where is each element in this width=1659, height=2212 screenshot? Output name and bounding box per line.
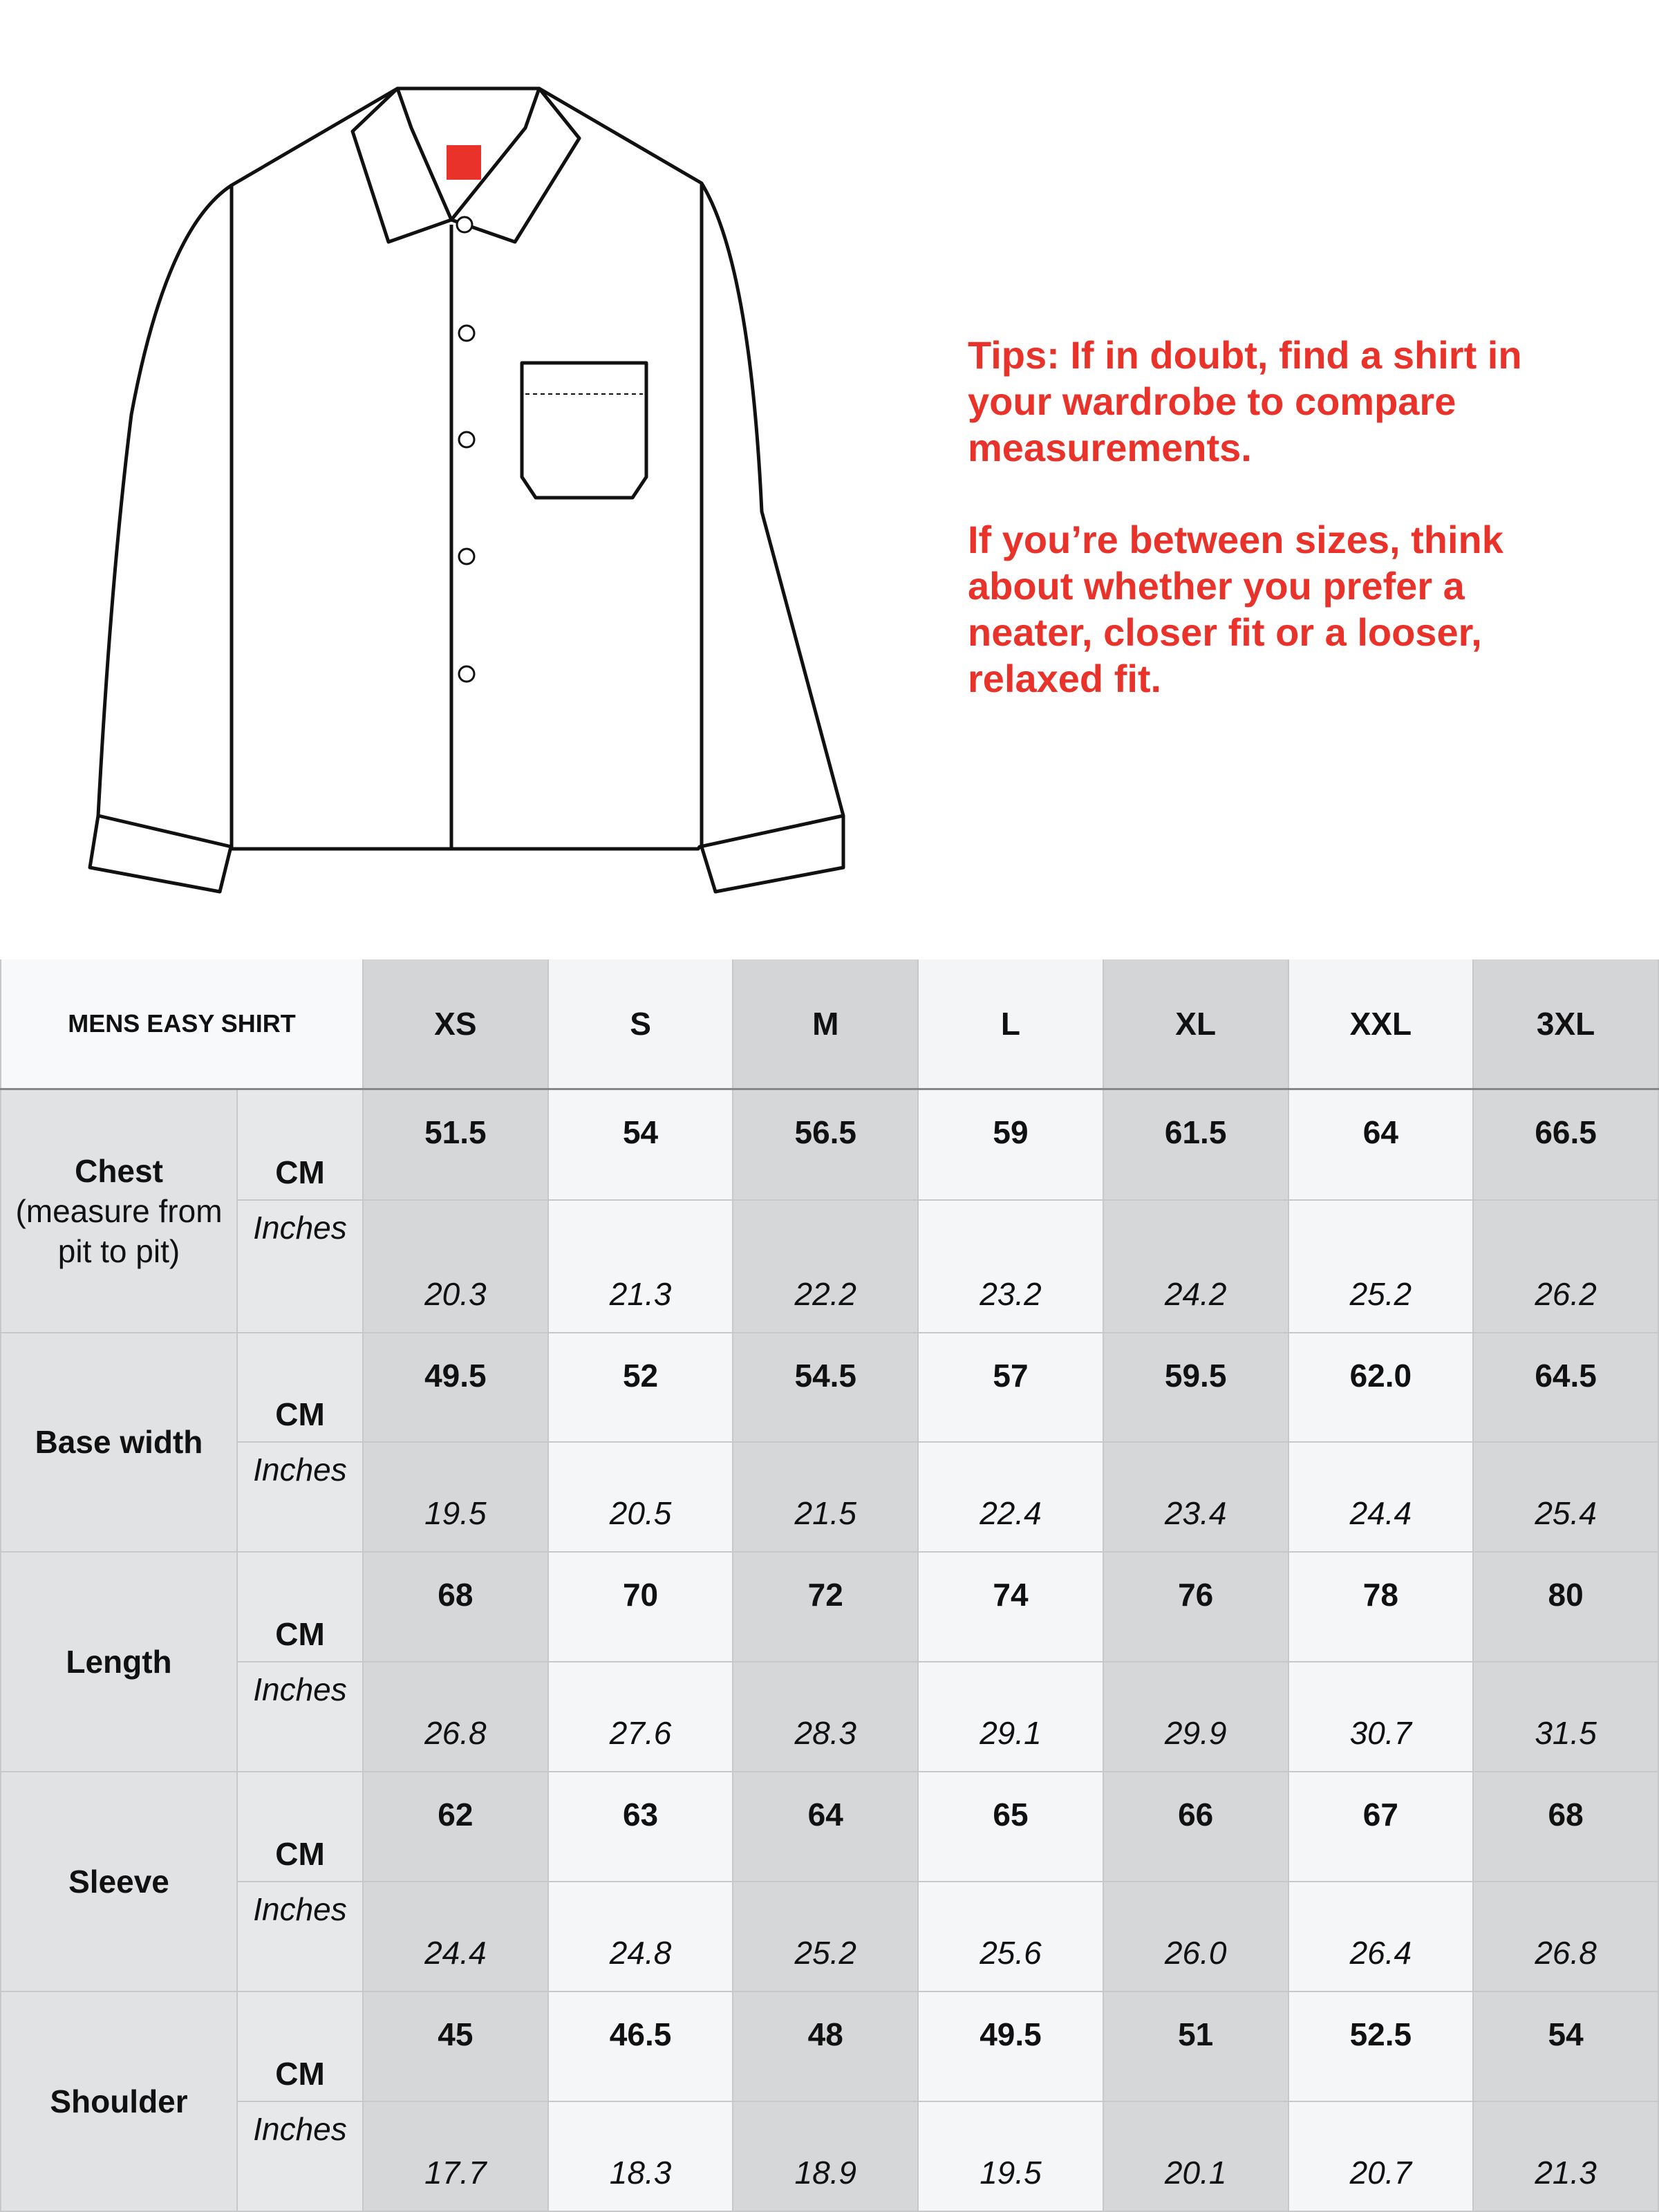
- unit-inches: Inches: [237, 1200, 363, 1332]
- measure-label: [1, 1089, 237, 1333]
- size-chart-table: [0, 959, 1659, 2212]
- measure-label: [1, 1991, 237, 2211]
- table-title: MENS EASY SHIRT: [1, 959, 363, 1089]
- value-cell: 49.5: [363, 1333, 548, 1443]
- value-cell: 23.2: [918, 1200, 1103, 1332]
- value-cell: 67: [1288, 1772, 1474, 1882]
- value-cell: 23.4: [1103, 1442, 1288, 1552]
- value-cell: 21.5: [733, 1442, 918, 1552]
- measure-label: [1, 1333, 237, 1553]
- unit-cm: CM: [237, 1772, 363, 1882]
- value-cell: 20.1: [1103, 2101, 1288, 2211]
- size-header: M: [733, 959, 918, 1089]
- value-cell: 22.4: [918, 1442, 1103, 1552]
- value-cell: 25.4: [1473, 1442, 1658, 1552]
- value-cell: 20.3: [363, 1200, 548, 1332]
- value-cell: 18.9: [733, 2101, 918, 2211]
- header-row: [1, 959, 1658, 1089]
- value-cell: 63: [548, 1772, 733, 1882]
- size-header: S: [548, 959, 733, 1089]
- size-header: XL: [1103, 959, 1288, 1089]
- value-cell: 46.5: [548, 1991, 733, 2101]
- table-row: [1, 1662, 1658, 1772]
- table-row: [1, 2101, 1658, 2211]
- value-cell: 64: [1288, 1089, 1474, 1201]
- tip-2: If you’re between sizes, think about whether you prefer a neater, closer fit or a looser, relaxed fit.: [968, 518, 1503, 700]
- value-cell: 19.5: [918, 2101, 1103, 2211]
- value-cell: 49.5: [918, 1991, 1103, 2101]
- unit-inches: Inches: [237, 2101, 363, 2211]
- value-cell: 25.2: [733, 1882, 918, 1991]
- table-row: [1, 1333, 1658, 1443]
- value-cell: 62.0: [1288, 1333, 1474, 1443]
- value-cell: 19.5: [363, 1442, 548, 1552]
- measure-note: (measure from pit to pit): [15, 1192, 223, 1269]
- unit-cm: CM: [237, 1552, 363, 1662]
- value-cell: 24.8: [548, 1882, 733, 1991]
- value-cell: 54.5: [733, 1333, 918, 1443]
- value-cell: 61.5: [1103, 1089, 1288, 1201]
- value-cell: 62: [363, 1772, 548, 1882]
- size-header: L: [918, 959, 1103, 1089]
- table-row: [1, 1442, 1658, 1552]
- value-cell: 26.8: [363, 1662, 548, 1772]
- value-cell: 25.2: [1288, 1200, 1474, 1332]
- value-cell: 28.3: [733, 1662, 918, 1772]
- value-cell: 20.7: [1288, 2101, 1474, 2211]
- shirt-illustration: [0, 0, 912, 926]
- value-cell: 48: [733, 1991, 918, 2101]
- value-cell: 18.3: [548, 2101, 733, 2211]
- value-cell: 54: [1473, 1991, 1658, 2101]
- value-cell: 29.9: [1103, 1662, 1288, 1772]
- unit-cm: CM: [237, 1991, 363, 2101]
- table-row: [1, 1991, 1658, 2101]
- value-cell: 52: [548, 1333, 733, 1443]
- value-cell: 26.4: [1288, 1882, 1474, 1991]
- unit-cm: CM: [237, 1089, 363, 1201]
- unit-inches: Inches: [237, 1662, 363, 1772]
- value-cell: 22.2: [733, 1200, 918, 1332]
- value-cell: 27.6: [548, 1662, 733, 1772]
- value-cell: 20.5: [548, 1442, 733, 1552]
- value-cell: 78: [1288, 1552, 1474, 1662]
- table-row: [1, 1089, 1658, 1201]
- value-cell: 74: [918, 1552, 1103, 1662]
- value-cell: 24.4: [1288, 1442, 1474, 1552]
- value-cell: 51: [1103, 1991, 1288, 2101]
- value-cell: 68: [1473, 1772, 1658, 1882]
- measure-label: [1, 1772, 237, 1991]
- value-cell: 59.5: [1103, 1333, 1288, 1443]
- unit-inches: Inches: [237, 1882, 363, 1991]
- value-cell: 26.0: [1103, 1882, 1288, 1991]
- measure-name: Base width: [35, 1424, 203, 1461]
- value-cell: 21.3: [548, 1200, 733, 1332]
- tips-text: [968, 332, 1590, 747]
- measure-name: Shoulder: [50, 2083, 188, 2120]
- value-cell: 25.6: [918, 1882, 1103, 1991]
- value-cell: 65: [918, 1772, 1103, 1882]
- value-cell: 66.5: [1473, 1089, 1658, 1201]
- value-cell: 72: [733, 1552, 918, 1662]
- value-cell: 26.2: [1473, 1200, 1658, 1332]
- size-header: XS: [363, 959, 548, 1089]
- label-patch: [447, 145, 481, 180]
- table-row: [1, 1882, 1658, 1991]
- value-cell: 17.7: [363, 2101, 548, 2211]
- value-cell: 52.5: [1288, 1991, 1474, 2101]
- measure-name: Sleeve: [68, 1864, 169, 1900]
- size-header: XXL: [1288, 959, 1474, 1089]
- value-cell: 26.8: [1473, 1882, 1658, 1991]
- measure-name: Length: [66, 1644, 172, 1680]
- size-header: 3XL: [1473, 959, 1658, 1089]
- measure-label: [1, 1552, 237, 1772]
- value-cell: 59: [918, 1089, 1103, 1201]
- value-cell: 45: [363, 1991, 548, 2101]
- value-cell: 57: [918, 1333, 1103, 1443]
- value-cell: 51.5: [363, 1089, 548, 1201]
- value-cell: 30.7: [1288, 1662, 1474, 1772]
- value-cell: 21.3: [1473, 2101, 1658, 2211]
- table-row: [1, 1200, 1658, 1332]
- value-cell: 80: [1473, 1552, 1658, 1662]
- value-cell: 66: [1103, 1772, 1288, 1882]
- value-cell: 54: [548, 1089, 733, 1201]
- value-cell: 70: [548, 1552, 733, 1662]
- table-row: [1, 1772, 1658, 1882]
- value-cell: 64.5: [1473, 1333, 1658, 1443]
- tip-1: Tips: If in doubt, find a shirt in your wardrobe to compare measurements.: [968, 333, 1522, 469]
- value-cell: 29.1: [918, 1662, 1103, 1772]
- unit-inches: Inches: [237, 1442, 363, 1552]
- measure-name: Chest: [75, 1152, 163, 1189]
- unit-cm: CM: [237, 1333, 363, 1443]
- value-cell: 76: [1103, 1552, 1288, 1662]
- value-cell: 56.5: [733, 1089, 918, 1201]
- value-cell: 24.4: [363, 1882, 548, 1991]
- value-cell: 24.2: [1103, 1200, 1288, 1332]
- value-cell: 68: [363, 1552, 548, 1662]
- value-cell: 31.5: [1473, 1662, 1658, 1772]
- table-row: [1, 1552, 1658, 1662]
- value-cell: 64: [733, 1772, 918, 1882]
